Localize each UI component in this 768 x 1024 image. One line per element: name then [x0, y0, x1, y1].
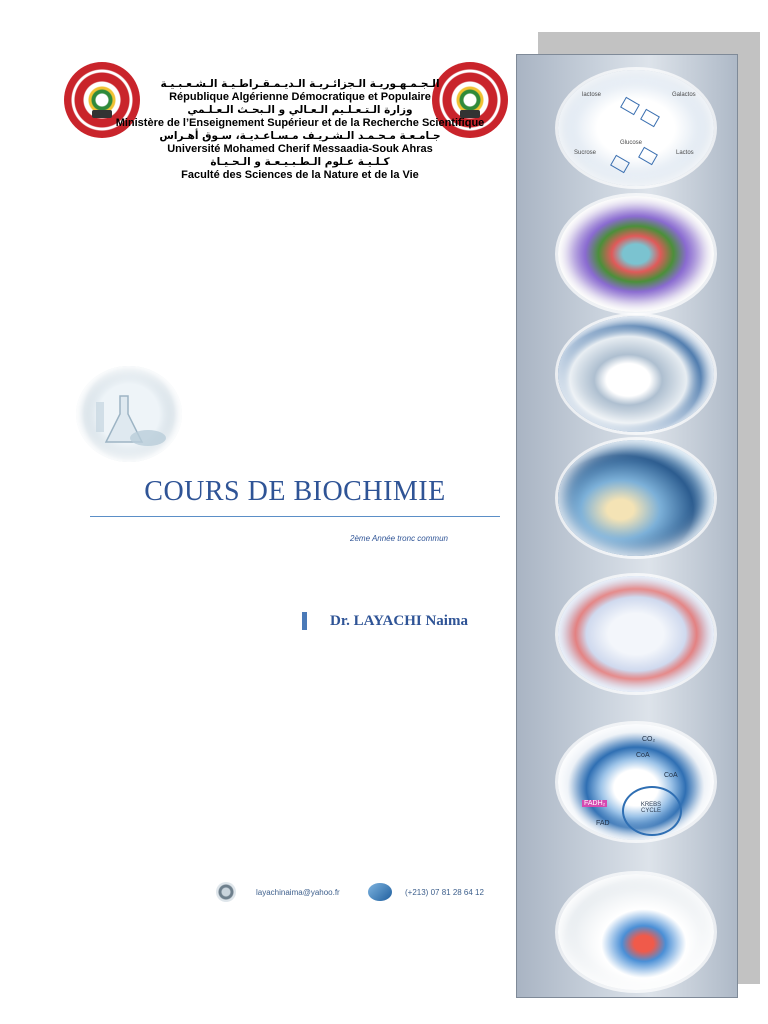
- header-ar-ministry: وزارة الـتـعـلـيم الـعـالي و الـبحـث الـعـلـمي: [187, 104, 413, 116]
- metabolic-map-image: [558, 576, 714, 692]
- institution-header: [100, 78, 500, 182]
- author-name: Dr. LAYACHI Naima: [330, 613, 468, 629]
- krebs-cycle-label: KREBS CYCLE: [640, 802, 662, 814]
- krebs-label-coa-2: CoA: [664, 772, 678, 779]
- sugar-label-sucrose: Sucrose: [574, 150, 597, 156]
- lab-glassware-image: [558, 440, 714, 556]
- krebs-label-fadh2: FADH₂: [584, 800, 606, 807]
- email-address[interactable]: layachinaima@yahoo.fr: [256, 888, 340, 897]
- lab-flask-image: [76, 366, 182, 462]
- sugar-label-lactose-bottom: Lactos: [676, 150, 694, 156]
- sugar-label-lactose-top: lactose: [582, 92, 602, 98]
- sugar-label-galactose: Galactos: [672, 92, 696, 98]
- protein-structure-image: [558, 196, 714, 312]
- krebs-label-fad: FAD: [596, 820, 610, 827]
- header-fr-ministry: Ministère de l’Enseignement Supérieur et de la Recherche Scientifique: [115, 117, 485, 129]
- krebs-label-co2: CO₂: [642, 736, 656, 743]
- author-marker: [302, 612, 307, 630]
- course-level-subtitle: 2ème Année tronc commun: [350, 534, 448, 543]
- phone-number: (+213) 07 81 28 64 12: [405, 888, 484, 897]
- page-title: COURS DE BIOCHIMIE: [144, 476, 446, 507]
- header-fr-university: Université Mohamed Cherif Messaadia-Souk Ahras: [167, 143, 433, 155]
- dna-magnifier-image: [558, 316, 714, 432]
- krebs-label-coa-1: CoA: [636, 752, 650, 759]
- header-fr-faculty: Faculté des Sciences de la Nature et de la Vie: [181, 169, 419, 181]
- email-contact-icon: [216, 882, 236, 902]
- sugar-label-glucose: Glucose: [620, 140, 643, 146]
- title-divider: [90, 516, 500, 517]
- header-ar-university: جـامـعـة مـحـمـد الـشـريـف مـسـاعـديـة، سـوق أهـراس: [159, 130, 441, 142]
- sugar-structures-image: [558, 70, 714, 186]
- header-ar-faculty: كـلـيـة عـلوم الـطـبـيـعـة و الـحـيـاة: [210, 156, 390, 168]
- header-ar-republic: الـجـمـهـوريـة الـجزائـريـة الـديـمـقـراطـيـة الـشـعـبـيـة: [160, 78, 440, 90]
- header-fr-republic: République Algérienne Démocratique et Populaire: [169, 91, 431, 103]
- molecule-model-flasks-image: [558, 874, 714, 990]
- phone-contact-icon: [368, 883, 392, 901]
